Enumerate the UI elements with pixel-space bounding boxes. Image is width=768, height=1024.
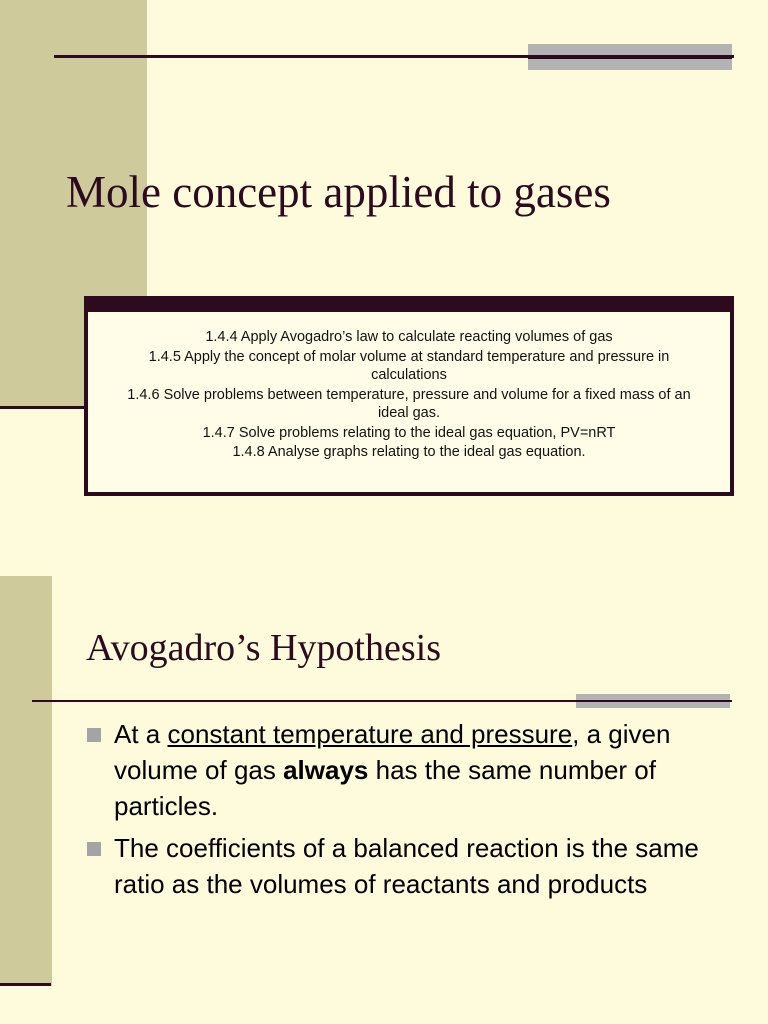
bullet-list [86,716,726,908]
objective-item: 1.4.4 Apply Avogadro’s law to calculate reacting volumes of gas [205,329,613,345]
bullet-text: At a [114,719,168,749]
slide-2 [0,540,768,1024]
slide-title: Avogadro’s Hypothesis [86,627,441,669]
square-bullet-icon [87,728,101,742]
bold-text: always [283,755,369,785]
objectives-list [88,328,730,463]
objective-item: 1.4.6 Solve problems between temperature, pressure and volume for a fixed mass of an ideal gas. [127,386,691,421]
header-bar-rule [528,56,732,59]
bullet-item [86,716,726,824]
objectives-box [84,296,734,496]
title-bar-rule [576,700,730,702]
objective-item: 1.4.7 Solve problems relating to the ideal gas equation, PV=nRT [202,424,616,441]
square-bullet-icon [87,842,101,856]
slide-title: Mole concept applied to gases [66,167,611,217]
bullet-text: , a given volume of gas [114,719,671,785]
objective-item: 1.4.5 Apply the concept of molar volume at standard temperature and pressure in calculations [148,348,670,383]
sidebar-rule [0,983,51,986]
sidebar-panel [0,576,52,986]
bullet-item [86,830,726,902]
underlined-text: constant temperature and pressure [167,719,573,749]
bullet-text: The coefficients of a balanced reaction is the same ratio as the volumes of reactants and products [114,833,699,899]
sidebar-rule [0,406,84,409]
bullet-text: has the same number of particles. [114,755,656,821]
objective-item: 1.4.8 Analyse graphs relating to the ideal gas equation. [232,444,586,460]
